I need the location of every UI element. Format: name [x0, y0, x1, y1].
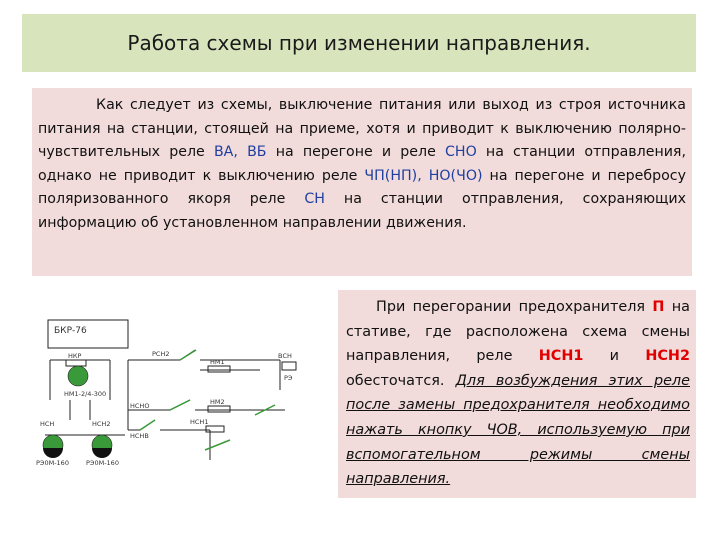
slide-title: Работа схемы при изменении направления.	[22, 14, 696, 72]
label-vsn: ВСН	[278, 352, 292, 360]
label-relay-type-3: РЭ0М-160	[86, 459, 119, 467]
p2-instruction: Для возбуждения этих реле после замены предохранителя необходимо нажать кнопку ЧОВ, используемую при вспомогательном режимы смены направления.	[346, 372, 690, 488]
p1-relay-va-vb: ВА, ВБ	[213, 144, 267, 161]
label-nsn1: НСН1	[190, 418, 209, 426]
label-nm1: НМ1	[210, 358, 225, 366]
label-relay-type-2: РЭ0М-160	[36, 459, 69, 467]
circuit-diagram	[30, 300, 330, 480]
p1-text-4: на перегоне и перебросу поляризованного якоря реле	[38, 167, 687, 208]
p2-relay-nsn2: НСН2	[645, 348, 690, 365]
p2-text-4: обесточатся.	[346, 372, 456, 389]
label-rsn2: РСН2	[152, 350, 170, 358]
paragraph-2	[338, 290, 696, 498]
p2-text-3: и	[583, 348, 646, 365]
p1-text-3: на станции отправления, однако не приводит к выключению реле	[38, 144, 686, 184]
p1-relay-sno: СНО	[445, 144, 477, 161]
p1-relay-sn: СН	[304, 191, 325, 208]
p2-relay-nsn1: НСН1	[538, 348, 584, 365]
label-nsno: НСНО	[130, 402, 150, 410]
block-label: БКР-76	[54, 326, 87, 336]
label-nsn: НСН	[40, 420, 55, 428]
p2-text-2: на стативе, где расположена схема смены направления, реле	[346, 299, 690, 365]
label-nm2: НМ2	[210, 398, 225, 406]
label-re: РЭ	[284, 374, 293, 382]
p1-relay-chp-no: ЧП(НП), НО(ЧО)	[364, 167, 483, 184]
paragraph-1	[32, 88, 692, 276]
p1-text-2: на перегоне и реле	[266, 144, 445, 161]
label-nsnv: НСНВ	[130, 432, 149, 440]
p2-text-1: При перегорании предохранителя	[376, 299, 653, 315]
p2-fuse-p: П	[652, 299, 665, 315]
p1-text-5: на станции отправления, сохраняющих информацию об установленном направлении движения.	[38, 191, 686, 231]
label-nkr: НКР	[68, 352, 82, 360]
p1-text-1: Как следует из схемы, выключение питания или выход из строя источника питания на станции, стоящей на приеме, хотя и приводит к выключению полярно-чувствительных реле	[38, 97, 686, 161]
label-nsn2: НСН2	[92, 420, 111, 428]
label-relay-type-1: НМ1-2/4-300	[64, 390, 107, 398]
